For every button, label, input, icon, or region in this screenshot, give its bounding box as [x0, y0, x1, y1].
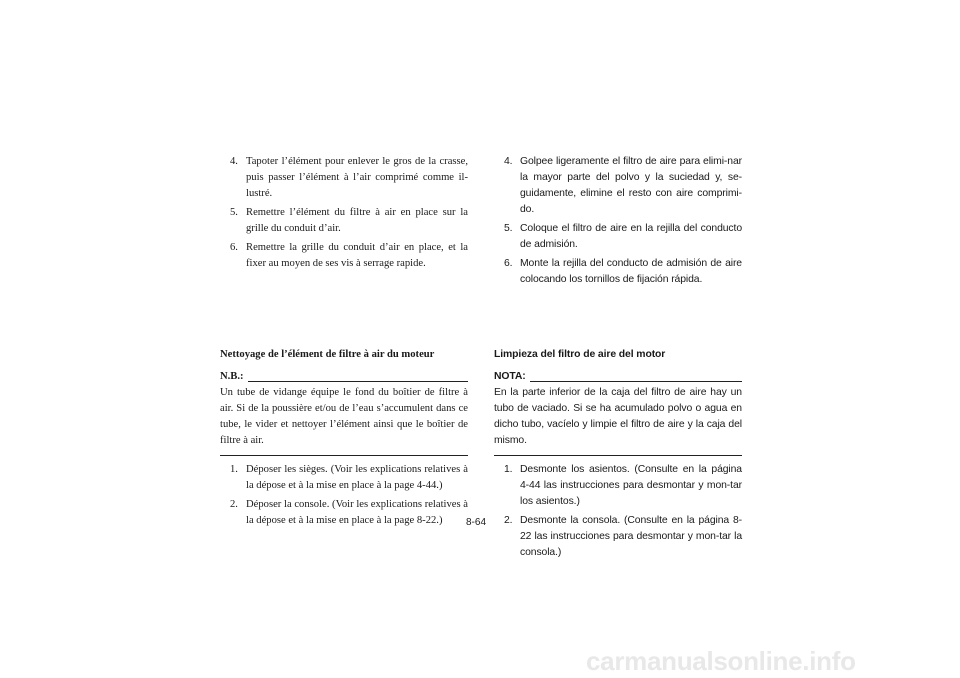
step-text: Desmonte la consola. (Consulte en la página 8-22 las instrucciones para desmontar y mon-tar la consola.): [520, 515, 742, 558]
note-text: En la parte inferior de la caja del filtro de aire hay un tubo de vaciado. Si se ha acumulado polvo o agua en dicho tubo, vacíelo y limpie el filtro de aire y la caja del mismo.: [494, 387, 742, 446]
list-item: [220, 462, 468, 494]
list-item: [494, 462, 742, 510]
step-text: Golpee ligeramente el filtro de aire para elimi-nar la mayor parte del polvo y la suciedad y, se-guidamente, elimine el resto con aire comprimi-do.: [520, 156, 742, 215]
note-text: Un tube de vidange équipe le fond du boîtier de filtre à air. Si de la poussière et/ou de l’eau s’accumulent dans ce tube, le vider et nettoyer l’élément ainsi que le boîtier de filtre à air.: [220, 387, 468, 446]
step-number: 2.: [230, 499, 238, 510]
french-steps-top: [220, 154, 468, 275]
list-item: [494, 154, 742, 218]
step-text: Remettre l’élément du filtre à air en place sur la grille du conduit d’air.: [246, 207, 468, 234]
step-number: 4.: [230, 156, 238, 167]
section-heading: Limpieza del filtro de aire del motor: [494, 349, 666, 360]
note-rule: [530, 381, 742, 382]
page-number: 8-64: [466, 517, 487, 528]
spanish-steps-top: [494, 154, 742, 291]
step-text: Monte la rejilla del conducto de admisión de aire colocando los tornillos de fijación rápida.: [520, 258, 742, 285]
list-item: [220, 205, 468, 237]
list-item: [220, 497, 468, 529]
step-text: Déposer les sièges. (Voir les explications relatives à la dépose et à la mise en place à la page 4-44.): [246, 464, 468, 491]
list-item: [220, 154, 468, 202]
step-number: 2.: [504, 515, 513, 526]
list-item: [220, 240, 468, 272]
list-item: [494, 256, 742, 288]
note-end-rule: [220, 455, 468, 456]
step-text: Déposer la console. (Voir les explications relatives à la dépose et à la mise en place à la page 8-22.): [246, 499, 468, 526]
list-item: [494, 513, 742, 561]
section-heading: Nettoyage de l’élément de filtre à air du moteur: [220, 349, 435, 360]
step-number: 5.: [230, 207, 238, 218]
step-number: 4.: [504, 156, 513, 167]
step-text: Desmonte los asientos. (Consulte en la página 4-44 las instrucciones para desmontar y mon-tar los asientos.): [520, 464, 742, 507]
list-item: [494, 221, 742, 253]
note-end-rule: [494, 455, 742, 456]
note-label: N.B.:: [220, 371, 244, 382]
step-number: 6.: [504, 258, 513, 269]
french-section: [220, 347, 468, 532]
note-header: [220, 369, 468, 385]
watermark: carmanualsonline.info: [586, 646, 856, 676]
step-text: Tapoter l’élément pour enlever le gros de la crasse, puis passer l’élément à l’air comprimé comme il-lustré.: [246, 156, 468, 199]
step-text: Remettre la grille du conduit d’air en place, et la fixer au moyen de ses vis à serrage rapide.: [246, 242, 468, 269]
step-number: 1.: [504, 464, 513, 475]
note-header: [494, 369, 742, 385]
note-label: NOTA:: [494, 371, 526, 382]
step-number: 5.: [504, 223, 513, 234]
note-rule: [248, 381, 468, 382]
spanish-section: [494, 347, 742, 564]
step-text: Coloque el filtro de aire en la rejilla del conducto de admisión.: [520, 223, 742, 250]
step-number: 1.: [230, 464, 238, 475]
step-number: 6.: [230, 242, 238, 253]
